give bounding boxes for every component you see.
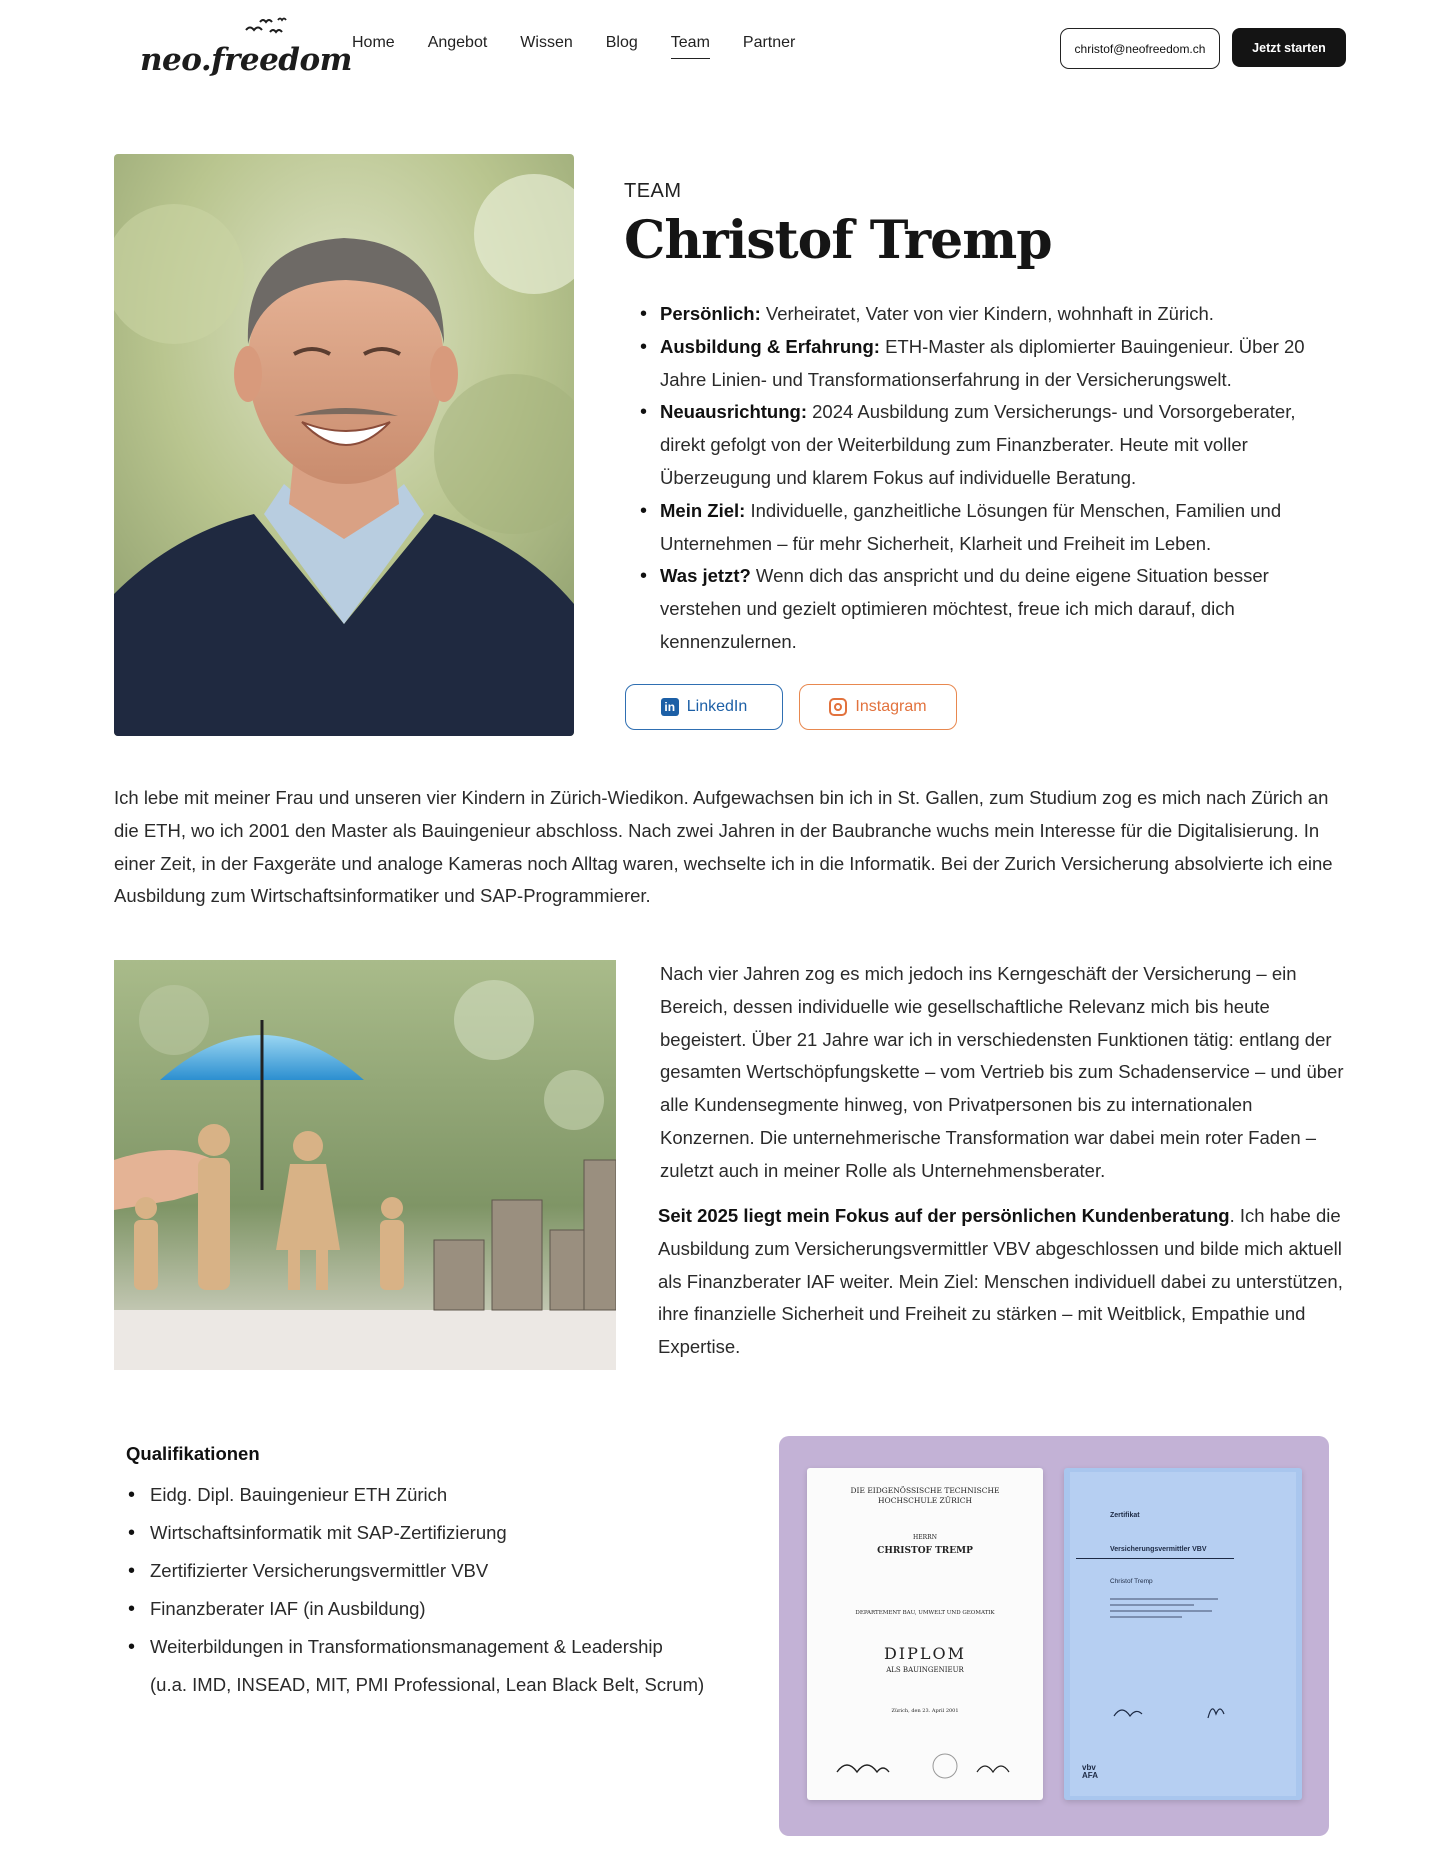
qualification-item: • Finanzberater IAF (in Ausbildung) — [126, 1590, 726, 1628]
focus-highlight: Seit 2025 liegt mein Fokus auf der persönlichen Kundenberatung — [658, 1205, 1230, 1226]
qualifications-list — [126, 1476, 726, 1704]
eth-diploma-image — [807, 1468, 1043, 1800]
linkedin-icon: in — [661, 698, 679, 716]
diploma-salutation: HERRN — [913, 1534, 937, 1541]
vbv-certificate-sheet — [1070, 1472, 1296, 1796]
section-eyebrow: TEAM — [624, 180, 682, 202]
qualification-subtext: (u.a. IMD, INSEAD, MIT, PMI Professional, Lean Black Belt, Scrum) — [150, 1674, 705, 1695]
focus-text: . Ich habe die Ausbildung zum Versicherungsvermittler VBV abgeschlossen und bilde mich aktuell als Finanzberater IAF weiter. Mein Ziel: Menschen individuell dabei zu unterstützen, ihre finanzielle Sicherheit und Freiheit zu stärken – mit Weitblick, Empathie und Expertise. — [658, 1205, 1343, 1358]
bullet-text: 2024 Ausbildung zum Versicherungs- und Vorsorgeberater, direkt gefolgt von der Weiterbildung zum Finanzberater. Heute mit voller Überzeugung und klarem Fokus auf individuelle Beratung. — [660, 401, 1296, 488]
logo-text: neo.freedom — [140, 42, 352, 78]
logo[interactable] — [138, 14, 352, 84]
bullet-label: Ausbildung & Erfahrung: — [660, 335, 880, 357]
instagram-icon — [829, 698, 847, 716]
focus-paragraph — [658, 1200, 1350, 1364]
bullet-label: Persönlich: — [660, 303, 761, 324]
bullet-label: Was jetzt? — [660, 565, 751, 587]
bullet-label: Neuausrichtung: — [660, 401, 807, 423]
diploma-subtitle: ALS BAUINGENIEUR — [886, 1666, 964, 1674]
vbv-logo: vbv AFA — [1082, 1763, 1098, 1780]
instagram-label: Instagram — [855, 698, 927, 715]
diploma-institution: DIE EIDGENÖSSISCHE TECHNISCHE HOCHSCHULE ZÜRICH — [850, 1486, 1000, 1505]
qualification-item: • Zertifizierter Versicherungsvermittler VBV — [126, 1552, 726, 1590]
qualification-text: Weiterbildungen in Transformationsmanagement & Leadership — [150, 1636, 663, 1657]
linkedin-button[interactable] — [625, 684, 783, 730]
diploma-title: DIPLOM — [883, 1644, 967, 1663]
linkedin-label: LinkedIn — [686, 698, 748, 715]
nav-angebot[interactable]: Angebot — [427, 34, 488, 51]
diploma-holder: CHRISTOF TREMP — [877, 1546, 973, 1556]
bullet-education — [640, 331, 1340, 397]
career-paragraph: Nach vier Jahren zog es mich jedoch ins Kerngeschäft der Versicherung – ein Bereich, dessen individuelle wie gesellschaftliche Relevanz mich bis heute begeistert. Über 21 Jahre war ich in verschiedensten Funktionen tätig: entlang der gesamten Wertschöpfungskette – vom Vertrieb bis zum Schadenservice – und über alle Kundensegmente hinweg, von Privatpersonen bis zu internationalen Konzernen. Die unternehmerische Transformation war dabei mein roter Faden – zuletzt auch in meiner Rolle als Unternehmensberater. — [660, 963, 1344, 1181]
diploma-department: DEPARTEMENT BAU, UMWELT UND GEOMATIK — [855, 1610, 995, 1616]
start-button[interactable]: Jetzt starten — [1232, 28, 1346, 67]
diploma-date: Zürich, den 23. April 2001 — [891, 1708, 959, 1714]
vbv-title: Versicherungsvermittler VBV — [1110, 1546, 1207, 1553]
signatures-icon — [827, 1750, 1027, 1786]
nav-blog[interactable]: Blog — [605, 34, 638, 51]
bullet-what-now — [640, 560, 1340, 658]
bullet-label: Mein Ziel: — [660, 499, 746, 521]
vbv-rule — [1076, 1558, 1234, 1559]
site-header — [0, 0, 1440, 100]
bullet-text: Individuelle, ganzheitliche Lösungen für Menschen, Familien und Unternehmen – für mehr Sicherheit, Klarheit und Freiheit im Leben. — [660, 499, 1282, 554]
vbv-holder: Christof Tremp — [1110, 1578, 1153, 1585]
bullet-text: Verheiratet, Vater von vier Kindern, wohnhaft in Zürich. — [760, 303, 1214, 324]
nav-partner[interactable]: Partner — [742, 34, 796, 51]
nav-home[interactable]: Home — [352, 34, 395, 51]
intro-paragraph: Ich lebe mit meiner Frau und unseren vier Kindern in Zürich-Wiedikon. Aufgewachsen bin ich in St. Gallen, zum Studium zog es mich nach Zürich an die ETH, wo ich 2001 den Master als Bauingenieur abschloss. Nach zwei Jahren in der Baubranche wuchs mein Interesse für die Digitalisierung. In einer Zeit, in der Faxgeräte und analoge Kameras noch Alltag waren, wechselte ich in die Informatik. Bei der Zurich Versicherung absolvierte ich eine Ausbildung zum Wirtschaftsinformatiker und SAP-Programmierer. — [114, 787, 1333, 907]
email-button[interactable]: christof@neofreedom.ch — [1060, 28, 1220, 69]
portrait-photo — [114, 154, 574, 736]
vbv-certificate-image — [1064, 1468, 1302, 1800]
vbv-signatures-icon — [1110, 1694, 1250, 1724]
bullet-goal — [640, 495, 1340, 561]
bullet-reorientation — [640, 396, 1340, 494]
main-nav — [352, 34, 828, 59]
nav-wissen[interactable]: Wissen — [520, 34, 573, 51]
qualification-item: • Wirtschaftsinformatik mit SAP-Zertifizierung — [126, 1514, 726, 1552]
vbv-heading: Zertifikat — [1110, 1512, 1140, 1519]
vbv-text-lines — [1110, 1598, 1230, 1622]
qualification-item — [126, 1628, 726, 1704]
qualification-item: • Eidg. Dipl. Bauingenieur ETH Zürich — [126, 1476, 726, 1514]
bullet-personal — [640, 298, 1340, 331]
qualifications-title: Qualifikationen — [126, 1443, 260, 1464]
birds-icon — [242, 14, 290, 44]
bullet-text: Wenn dich das anspricht und du deine eigene Situation besser verstehen und gezielt optimieren möchtest, freue ich mich darauf, dich kennenzulernen. — [660, 565, 1269, 652]
instagram-button[interactable] — [799, 684, 957, 730]
nav-team[interactable]: Team — [671, 34, 710, 59]
person-name: Christof Tremp — [624, 210, 1052, 271]
profile-bullets — [640, 298, 1340, 659]
bullet-text: ETH-Master als diplomierter Bauingenieur. Über 20 Jahre Linien- und Transformationserfahrung in der Versicherungswelt. — [660, 335, 1305, 390]
family-umbrella-image — [114, 960, 616, 1370]
